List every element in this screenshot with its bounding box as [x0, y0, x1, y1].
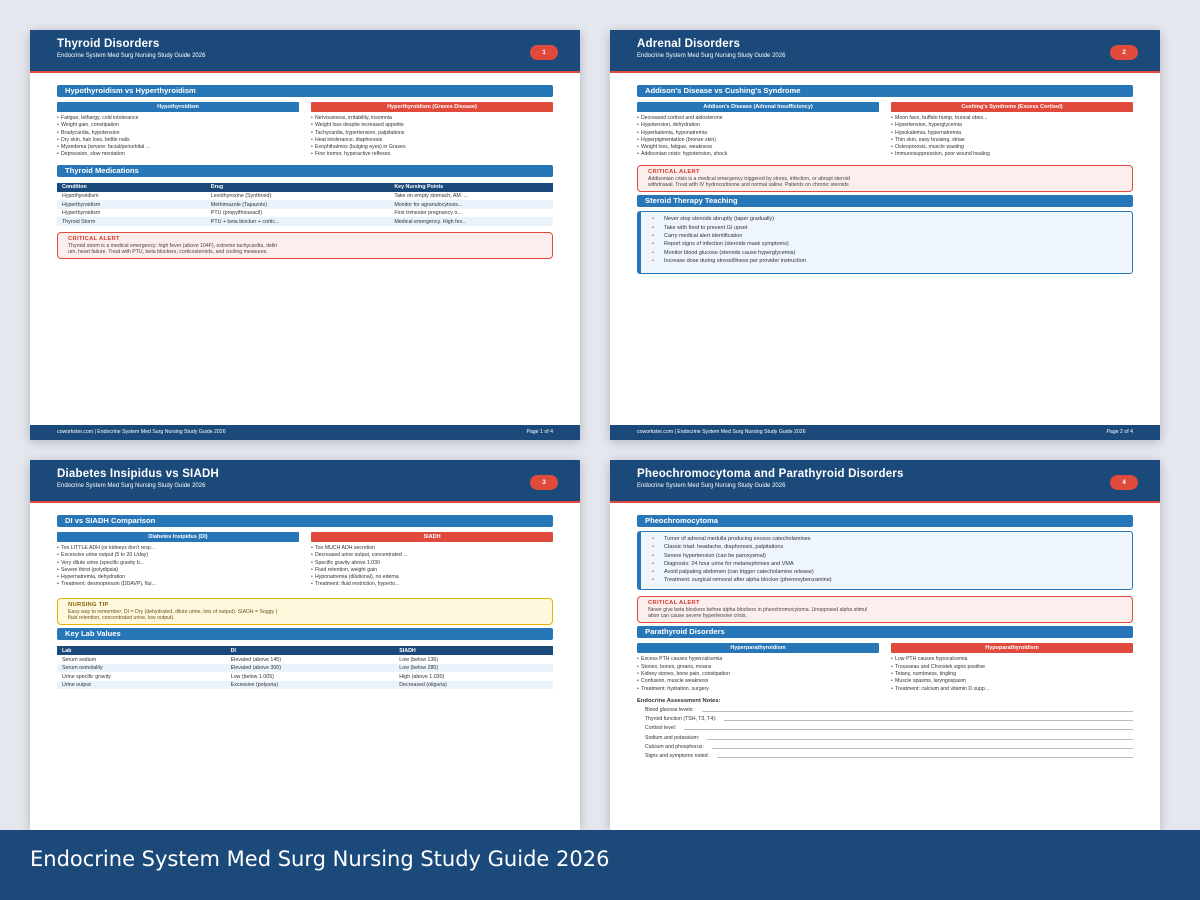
list-item: • Confusion, muscle weakness	[637, 678, 879, 685]
column-header: Cushing's Syndrome (Excess Cortisol)	[891, 102, 1133, 112]
page-content	[610, 73, 1160, 274]
table-cell: Serum sodium	[62, 656, 97, 663]
table-cell: Methimazole (Tapazole)	[206, 200, 390, 209]
bullet-list	[891, 115, 1133, 159]
note-label: Blood glucose levels:	[645, 707, 694, 714]
list-item: • Hyperpigmentation (bronze skin)	[637, 137, 879, 144]
comparison-column-right	[311, 102, 553, 159]
table-cell: Monitor for agranulocytosis...	[389, 200, 553, 209]
table-row	[57, 209, 553, 218]
list-item: • Excess PTH causes hypercalcemia	[637, 656, 879, 663]
page-header	[30, 460, 580, 503]
table-cell: Urine specific gravity	[62, 673, 111, 680]
table-header-row	[57, 183, 553, 192]
list-item: • Bradycardia, hypotension	[57, 130, 299, 137]
table-row	[57, 672, 553, 681]
bullet-list	[649, 535, 1126, 585]
table-row	[57, 217, 553, 226]
note-fill-line[interactable]	[684, 729, 1133, 730]
page-content	[30, 73, 580, 259]
list-item: • Classic triad: headache, diaphoresis, palpitations	[649, 543, 1126, 551]
list-item: • Fine tremor, hyperactive reflexes	[311, 151, 553, 158]
note-row	[637, 750, 1133, 759]
page-3	[30, 460, 580, 830]
tip-text: Easy way to remember: DI = Dry (dehydrated, dilute urine, lots of output). SIADH = Soggy (	[68, 608, 278, 615]
note-fill-line[interactable]	[717, 757, 1133, 758]
note-label: Signs and symptoms noted:	[645, 752, 710, 759]
list-item: • Avoid palpating abdomen (can trigger catecholamine release)	[649, 568, 1126, 576]
bullet-list	[57, 545, 299, 589]
page-title: Diabetes Insipidus vs SIADH	[57, 468, 219, 480]
list-item: • Depression, slow mentation	[57, 151, 299, 158]
alert-title: CRITICAL ALERT	[648, 599, 700, 606]
table-header-cell: Key Nursing Points	[389, 183, 553, 192]
list-item: • Hypernatremia, dehydration	[57, 574, 299, 581]
table-cell: Low (below 1.005)	[230, 673, 274, 680]
list-item: • Treatment: calcium and vitamin D supp...	[891, 686, 1133, 693]
note-row	[637, 704, 1133, 713]
lab-values-table	[57, 646, 553, 689]
section-header: Addison's Disease vs Cushing's Syndrome	[637, 85, 1133, 97]
table-cell: First trimester pregnancy o...	[394, 210, 462, 217]
critical-alert-box	[637, 596, 1133, 624]
comparison-columns	[57, 532, 553, 589]
table-cell: Thyroid Storm	[57, 217, 206, 226]
section-header: Key Lab Values	[57, 628, 553, 640]
list-item: • Take with food to prevent GI upset	[649, 224, 1126, 232]
tip-text: fluid retention, concentrated urine, low output).	[68, 615, 175, 622]
list-item: • Immunosuppression, poor wound healing	[891, 151, 1133, 158]
table-header-cell: Drug	[206, 183, 390, 192]
section-header: DI vs SIADH Comparison	[57, 515, 553, 527]
column-header: Hyperthyroidism (Graves Disease)	[311, 102, 553, 112]
footer-page-text: Page 1 of 4	[526, 429, 553, 435]
bullet-list	[311, 545, 553, 589]
list-item: • Addisonian crisis: hypotension, shock	[637, 151, 879, 158]
list-item: • Never stop steroids abruptly (taper gradually)	[649, 215, 1126, 223]
column-header: Hyperparathyroidism	[637, 643, 879, 653]
section-header: Parathyroid Disorders	[637, 626, 1133, 638]
list-item: • Increase dose during stress/illness per provider instruction	[649, 257, 1126, 265]
critical-alert-box	[637, 165, 1133, 193]
note-fill-line[interactable]	[724, 720, 1133, 721]
table-cell: Elevated (above 145)	[230, 656, 281, 663]
table-row	[57, 664, 553, 673]
table-cell: PTU + beta blocker + cortic...	[206, 217, 390, 226]
page-title: Adrenal Disorders	[637, 38, 741, 50]
list-item: • Hypotension, dehydration	[637, 122, 879, 129]
table-cell: Elevated (above 300)	[226, 664, 395, 673]
list-item: • Decreased urine output, concentrated ...	[311, 552, 553, 559]
comparison-column-right	[891, 643, 1133, 692]
list-item: • Exophthalmos (bulging eyes) in Graves	[311, 144, 553, 151]
list-item: • Treatment: surgical removal after alpha blocker (phenoxybenzamine)	[649, 576, 1126, 584]
table-cell: Medical emergency. High fev...	[389, 217, 553, 226]
pheochromocytoma-box	[637, 531, 1133, 590]
table-header-cell: Condition	[57, 183, 206, 192]
page-number-badge: 1	[530, 45, 558, 60]
note-fill-line[interactable]	[707, 739, 1133, 740]
comparison-column-left	[57, 532, 299, 589]
table-row	[57, 655, 553, 664]
list-item: • Trousseau and Chvostek signs positive	[891, 664, 1133, 671]
list-item: • Low PTH causes hypocalcemia	[891, 656, 1133, 663]
list-item: • Hyponatremia (dilutional), no edema	[311, 574, 553, 581]
bullet-list	[57, 115, 299, 159]
page-subtitle: Endocrine System Med Surg Nursing Study Guide 2026	[57, 53, 206, 59]
comparison-column-right	[311, 532, 553, 589]
bullet-list	[637, 656, 879, 692]
table-cell: Urine output	[57, 681, 226, 690]
nursing-tip-box	[57, 598, 553, 626]
table-cell: Hyperthyroidism	[57, 200, 206, 209]
table-cell: PTU (propylthiouracil)	[210, 210, 263, 217]
page-header	[30, 30, 580, 73]
note-fill-line[interactable]	[712, 748, 1133, 749]
alert-text: Never give beta blockers before alpha blockers in pheochromocytoma. Unopposed alpha stimul	[648, 606, 868, 613]
list-item: • Specific gravity above 1.030	[311, 560, 553, 567]
note-label: Thyroid function (TSH, T3, T4):	[645, 716, 717, 723]
comparison-column-left	[637, 643, 879, 692]
comparison-columns	[637, 643, 1133, 692]
page-footer	[610, 425, 1160, 440]
table-row	[57, 192, 553, 201]
note-label: Sodium and potassium:	[645, 734, 700, 741]
list-item: • Hypokalemia, hypernatremia	[891, 130, 1133, 137]
column-header: Addison's Disease (Adrenal Insufficiency)	[637, 102, 879, 112]
page-title: Pheochromocytoma and Parathyroid Disorders	[637, 468, 904, 480]
table-header-cell: SIADH	[394, 646, 553, 655]
table-header-row	[57, 646, 553, 655]
table-row	[57, 681, 553, 690]
list-item: • Too LITTLE ADH (or kidneys don't resp...	[57, 545, 299, 552]
list-item: • Severe thirst (polydipsia)	[57, 567, 299, 574]
table-row	[57, 200, 553, 209]
column-header: Hypoparathyroidism	[891, 643, 1133, 653]
table-cell: Hyperthyroidism	[62, 210, 101, 217]
assessment-notes-title: Endocrine Assessment Notes:	[637, 697, 721, 704]
list-item: • Treatment: desmopressin (DDAVP), flui...	[57, 581, 299, 588]
alert-text: withdrawal. Treat with IV hydrocortisone and normal saline. Patients on chronic steroids	[648, 182, 849, 189]
page-4	[610, 460, 1160, 830]
section-header: Hypothyroidism vs Hyperthyroidism	[57, 85, 553, 97]
page-title: Thyroid Disorders	[57, 38, 160, 50]
list-item: • Monitor blood glucose (steroids cause hyperglycemia)	[649, 249, 1126, 257]
table-cell: Take on empty stomach, AM. ...	[394, 193, 469, 200]
comparison-columns	[637, 102, 1133, 159]
footer-site-text: coworkster.com | Endocrine System Med Surg Nursing Study Guide 2026	[57, 429, 226, 435]
note-row	[637, 713, 1133, 722]
list-item: • Fatigue, lethargy, cold intolerance	[57, 115, 299, 122]
table-cell: Excessive (polyuria)	[226, 681, 395, 690]
bullet-list	[637, 115, 879, 159]
alert-text: ation can cause severe hypertensive crisis.	[648, 613, 747, 620]
alert-title: CRITICAL ALERT	[68, 235, 120, 242]
column-header: Diabetes Insipidus (DI)	[57, 532, 299, 542]
list-item: • Muscle spasms, laryngospasm	[891, 678, 1133, 685]
list-item: • Hypertension, hyperglycemia	[891, 122, 1133, 129]
note-row	[637, 722, 1133, 731]
alert-text: um, heart failure. Treat with PTU, beta blockers, corticosteroids, and cooling measures.	[68, 249, 268, 256]
list-item: • Myxedema (severe: facial/periorbital ...	[57, 144, 299, 151]
alert-text: Addisonian crisis is a medical emergency triggered by stress, infection, or abrupt steroid	[648, 175, 850, 182]
footer-page-text: Page 2 of 4	[1106, 429, 1133, 435]
list-item: • Nervousness, irritability, insomnia	[311, 115, 553, 122]
list-item: • Stones, bones, groans, moans	[637, 664, 879, 671]
list-item: • Diagnosis: 24 hour urine for metanephrines and VMA	[649, 560, 1126, 568]
note-label: Calcium and phosphorus:	[645, 743, 704, 750]
note-label: Cortisol level:	[645, 725, 677, 732]
table-cell: Serum osmolality	[57, 664, 226, 673]
tip-title: NURSING TIP	[68, 601, 109, 608]
page-header	[610, 30, 1160, 73]
list-item: • Kidney stones, bone pain, constipation	[637, 671, 879, 678]
list-item: • Decreased cortisol and aldosterone	[637, 115, 879, 122]
list-item: • Excessive urine output (5 to 20 L/day)	[57, 552, 299, 559]
section-header: Pheochromocytoma	[637, 515, 1133, 527]
page-subtitle: Endocrine System Med Surg Nursing Study Guide 2026	[637, 53, 786, 59]
list-item: • Fluid retention, weight gain	[311, 567, 553, 574]
page-1	[30, 30, 580, 440]
list-item: • Dry skin, hair loss, brittle nails	[57, 137, 299, 144]
list-item: • Hyperkalemia, hyponatremia	[637, 130, 879, 137]
column-header: SIADH	[311, 532, 553, 542]
bottom-title-banner: Endocrine System Med Surg Nursing Study Guide 2026	[0, 830, 1200, 900]
comparison-columns	[57, 102, 553, 159]
section-header: Thyroid Medications	[57, 165, 553, 177]
section-header: Steroid Therapy Teaching	[637, 195, 1133, 207]
list-item: • Very dilute urine (specific gravity b...	[57, 560, 299, 567]
list-item: • Thin skin, easy bruising, striae	[891, 137, 1133, 144]
table-cell: Hypothyroidism	[62, 193, 99, 200]
alert-title: CRITICAL ALERT	[648, 168, 700, 175]
page-number-badge: 3	[530, 475, 558, 490]
bullet-list	[649, 215, 1126, 265]
table-cell: Decreased (oliguria)	[394, 681, 553, 690]
list-item: • Tachycardia, hypertension, palpitations	[311, 130, 553, 137]
page-subtitle: Endocrine System Med Surg Nursing Study Guide 2026	[57, 483, 206, 489]
table-header-cell: DI	[226, 646, 395, 655]
page-number-badge: 4	[1110, 475, 1138, 490]
list-item: • Treatment: fluid restriction, hyperto...	[311, 581, 553, 588]
page-content	[30, 503, 580, 689]
comparison-column-right	[891, 102, 1133, 159]
critical-alert-box	[57, 232, 553, 260]
page-number-badge: 2	[1110, 45, 1138, 60]
page-content	[610, 503, 1160, 759]
steroid-teaching-box	[637, 211, 1133, 274]
note-row	[637, 741, 1133, 750]
list-item: • Weight loss, fatigue, weakness	[637, 144, 879, 151]
list-item: • Weight loss despite increased appetite	[311, 122, 553, 129]
page-2	[610, 30, 1160, 440]
page-subtitle: Endocrine System Med Surg Nursing Study Guide 2026	[637, 483, 786, 489]
list-item: • Heat intolerance, diaphoresis	[311, 137, 553, 144]
bullet-list	[891, 656, 1133, 692]
list-item: • Severe hypertension (can be paroxysmal)	[649, 552, 1126, 560]
list-item: • Carry medical alert identification	[649, 232, 1126, 240]
medications-table	[57, 183, 553, 226]
note-fill-line[interactable]	[702, 711, 1133, 712]
list-item: • Tumor of adrenal medulla producing excess catecholamines	[649, 535, 1126, 543]
table-cell: High (above 1.030)	[399, 673, 445, 680]
table-cell: Levothyroxine (Synthroid)	[210, 193, 272, 200]
comparison-column-left	[57, 102, 299, 159]
note-row	[637, 731, 1133, 740]
list-item: • Moon face, buffalo hump, truncal obes...	[891, 115, 1133, 122]
bullet-list	[311, 115, 553, 159]
table-header-cell: Lab	[57, 646, 226, 655]
list-item: • Report signs of infection (steroids mask symptoms)	[649, 240, 1126, 248]
page-header	[610, 460, 1160, 503]
alert-text: Thyroid storm is a medical emergency: high fever (above 104F), extreme tachycardia, deliri	[68, 242, 278, 249]
table-cell: Low (below 136)	[399, 656, 439, 663]
column-header: Hypothyroidism	[57, 102, 299, 112]
list-item: • Osteoporosis, muscle wasting	[891, 144, 1133, 151]
comparison-column-left	[637, 102, 879, 159]
page-footer	[30, 425, 580, 440]
list-item: • Too MUCH ADH secretion	[311, 545, 553, 552]
list-item: • Treatment: hydration, surgery	[637, 686, 879, 693]
table-cell: Low (below 280)	[394, 664, 553, 673]
list-item: • Weight gain, constipation	[57, 122, 299, 129]
footer-site-text: coworkster.com | Endocrine System Med Surg Nursing Study Guide 2026	[637, 429, 806, 435]
list-item: • Tetany, numbness, tingling	[891, 671, 1133, 678]
